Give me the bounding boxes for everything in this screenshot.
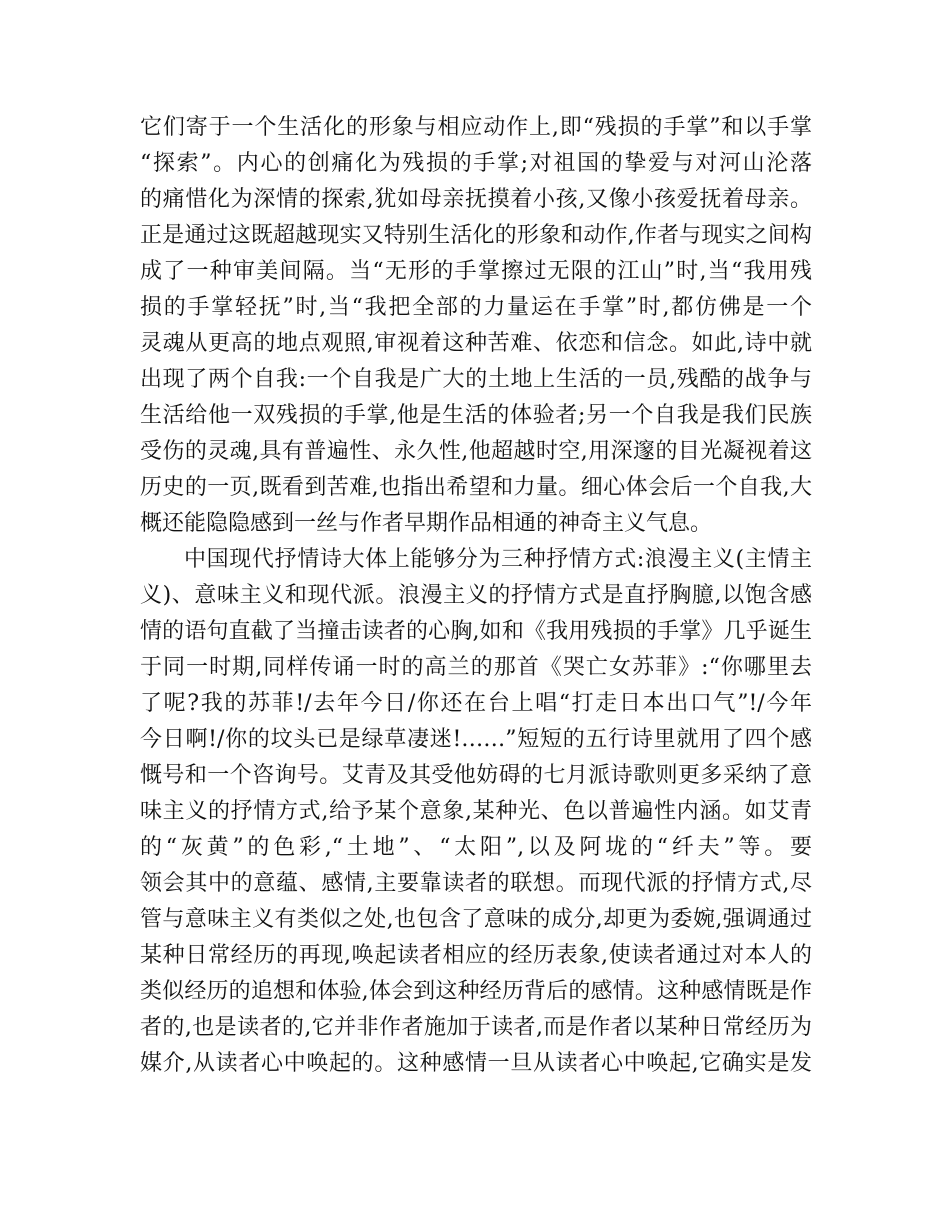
text-line: 受伤的灵魂,具有普遍性、永久性,他超越时空,用深邃的目光凝视着这 [140, 439, 812, 464]
text-line: 情的语句直截了当撞击读者的心胸,如和《我用残损的手掌》几乎诞生 [140, 619, 812, 644]
text-line: “探索”。内心的创痛化为残损的手掌;对祖国的挚爱与对河山沦落 [140, 151, 812, 176]
text-line: 某种日常经历的再现,唤起读者相应的经历表象,使读者通过对本人的 [140, 943, 812, 968]
text-line: 者的,也是读者的,它并非作者施加于读者,而是作者以某种日常经历为 [140, 1015, 812, 1040]
text-line: 正是通过这既超越现实又特别生活化的形象和动作,作者与现实之间构 [140, 223, 812, 248]
text-line: 类似经历的追想和体验,体会到这种经历背后的感情。这种感情既是作 [140, 979, 812, 1004]
text-line: 中国现代抒情诗大体上能够分为三种抒情方式:浪漫主义(主情主 [184, 547, 812, 572]
text-line: 损的手掌轻抚”时,当“我把全部的力量运在手掌”时,都仿佛是一个 [140, 295, 812, 320]
text-line: 的“灰黄”的色彩,“土地”、“太阳”,以及阿垅的“纤夫”等。要 [140, 835, 812, 860]
text-line: 成了一种审美间隔。当“无形的手掌擦过无限的江山”时,当“我用残 [140, 259, 812, 284]
text-line: 出现了两个自我:一个自我是广大的土地上生活的一员,残酷的战争与 [140, 367, 812, 392]
text-line: 慨号和一个咨询号。艾青及其受他妨碍的七月派诗歌则更多采纳了意 [140, 763, 812, 788]
text-line: 历史的一页,既看到苦难,也指出希望和力量。细心体会后一个自我,大 [140, 475, 812, 500]
text-line: 灵魂从更高的地点观照,审视着这种苦难、依恋和信念。如此,诗中就 [140, 331, 812, 356]
text-line: 味主义的抒情方式,给予某个意象,某种光、色以普遍性内涵。如艾青 [140, 799, 812, 824]
paragraph-2 [140, 542, 812, 1082]
text-line: 义)、意味主义和现代派。浪漫主义的抒情方式是直抒胸臆,以饱含感 [140, 583, 812, 608]
text-line: 于同一时期,同样传诵一时的高兰的那首《哭亡女苏菲》:“你哪里去 [140, 655, 812, 680]
text-line: 今日啊!/你的坟头已是绿草凄迷!……”短短的五行诗里就用了四个感 [140, 727, 812, 752]
text-line: 媒介,从读者心中唤起的。这种感情一旦从读者心中唤起,它确实是发 [140, 1051, 812, 1076]
text-line: 领会其中的意蕴、感情,主要靠读者的联想。而现代派的抒情方式,尽 [140, 871, 812, 896]
paragraph-1 [140, 110, 812, 542]
text-line: 的痛惜化为深情的探索,犹如母亲抚摸着小孩,又像小孩爱抚着母亲。 [140, 187, 812, 212]
body-text [140, 110, 812, 1082]
text-line: 概还能隐隐感到一丝与作者早期作品相通的神奇主义气息。 [140, 511, 713, 536]
text-line: 生活给他一双残损的手掌,他是生活的体验者;另一个自我是我们民族 [140, 403, 812, 428]
text-line: 它们寄于一个生活化的形象与相应动作上,即“残损的手掌”和以手掌 [140, 115, 812, 140]
text-line: 管与意味主义有类似之处,也包含了意味的成分,却更为委婉,强调通过 [140, 907, 812, 932]
text-line: 了呢?我的苏菲!/去年今日/你还在台上唱“打走日本出口气”!/今年 [140, 691, 812, 716]
